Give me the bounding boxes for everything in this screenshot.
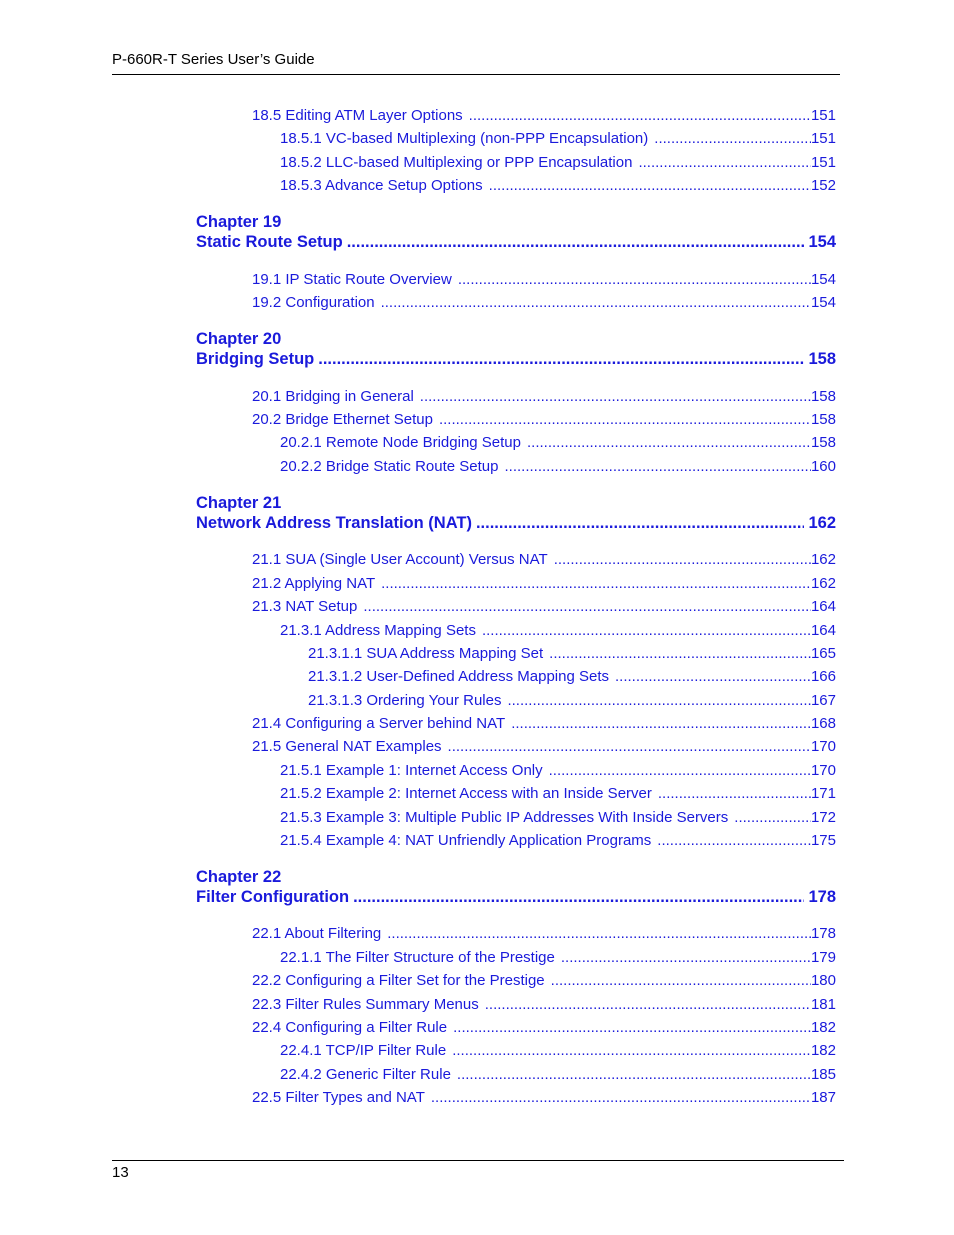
toc-entry[interactable]: 21.5.2 Example 2: Internet Access with an Inside Server ..... 171 xyxy=(280,785,836,802)
page-footer xyxy=(112,1160,844,1181)
toc-entry[interactable]: 19.2 Configuration ..... 154 xyxy=(252,294,836,311)
toc-entry[interactable]: 18.5.3 Advance Setup Options ..... 152 xyxy=(280,177,836,194)
toc-entry[interactable]: 20.2.2 Bridge Static Route Setup ..... 160 xyxy=(280,458,836,475)
toc-entry[interactable]: 22.1 About Filtering ..... 178 xyxy=(252,925,836,942)
toc-entry[interactable]: 21.5.3 Example 3: Multiple Public IP Addresses With Inside Servers ..... 172 xyxy=(280,809,836,826)
chapter-number: Chapter 22 xyxy=(196,868,282,886)
toc-entry[interactable]: 22.5 Filter Types and NAT ..... 187 xyxy=(252,1089,836,1106)
toc-entry[interactable]: 21.2 Applying NAT ..... 162 xyxy=(252,575,836,592)
chapter-number: Chapter 21 xyxy=(196,494,282,512)
toc-entry[interactable]: 22.2 Configuring a Filter Set for the Prestige ..... 180 xyxy=(252,972,836,989)
toc-entry[interactable]: 21.3.1.2 User-Defined Address Mapping Sets ..... 166 xyxy=(308,668,836,685)
page-header xyxy=(112,50,840,75)
chapter-title-link[interactable]: Network Address Translation (NAT) ..... 162 xyxy=(196,514,836,533)
chapter-title-link[interactable]: Bridging Setup ..... 158 xyxy=(196,350,836,369)
toc-entry[interactable]: 21.5.1 Example 1: Internet Access Only ..... 170 xyxy=(280,762,836,779)
toc-entry[interactable]: 21.4 Configuring a Server behind NAT ..... 168 xyxy=(252,715,836,732)
toc-entry[interactable]: 22.4 Configuring a Filter Rule ..... 182 xyxy=(252,1019,836,1036)
chapter-number: Chapter 20 xyxy=(196,330,282,348)
toc-entry[interactable]: 18.5 Editing ATM Layer Options ..... 151 xyxy=(252,107,836,124)
chapter-title-link[interactable]: Filter Configuration ..... 178 xyxy=(196,888,836,907)
toc-entry[interactable]: 18.5.2 LLC-based Multiplexing or PPP Encapsulation ..... 151 xyxy=(280,154,836,171)
toc-entry[interactable]: 20.2 Bridge Ethernet Setup ..... 158 xyxy=(252,411,836,428)
toc-entry[interactable]: 22.3 Filter Rules Summary Menus ..... 181 xyxy=(252,996,836,1013)
toc-entry[interactable]: 21.5 General NAT Examples ..... 170 xyxy=(252,738,836,755)
toc-entry[interactable]: 21.3.1.3 Ordering Your Rules ..... 167 xyxy=(308,692,836,709)
document-title: P-660R-T Series User’s Guide xyxy=(112,51,315,68)
toc-entry[interactable]: 22.1.1 The Filter Structure of the Prestige ..... 179 xyxy=(280,949,836,966)
toc-entry[interactable]: 21.3.1.1 SUA Address Mapping Set ..... 165 xyxy=(308,645,836,662)
toc-entry[interactable]: 21.1 SUA (Single User Account) Versus NAT ..... 162 xyxy=(252,551,836,568)
chapter-number: Chapter 19 xyxy=(196,213,282,231)
toc-entry[interactable]: 20.2.1 Remote Node Bridging Setup ..... 158 xyxy=(280,434,836,451)
toc-entry[interactable]: 20.1 Bridging in General ..... 158 xyxy=(252,388,836,405)
page-number: 13 xyxy=(112,1164,129,1181)
toc-entry[interactable]: 19.1 IP Static Route Overview ..... 154 xyxy=(252,271,836,288)
toc-entry[interactable]: 21.3 NAT Setup ..... 164 xyxy=(252,598,836,615)
toc-entry[interactable]: 21.3.1 Address Mapping Sets ..... 164 xyxy=(280,622,836,639)
chapter-title-link[interactable]: Static Route Setup ..... 154 xyxy=(196,233,836,252)
toc-entry[interactable]: 18.5.1 VC-based Multiplexing (non-PPP Encapsulation) ..... 151 xyxy=(280,130,836,147)
toc-entry[interactable]: 21.5.4 Example 4: NAT Unfriendly Application Programs ..... 175 xyxy=(280,832,836,849)
toc-entry[interactable]: 22.4.1 TCP/IP Filter Rule ..... 182 xyxy=(280,1042,836,1059)
toc-entry[interactable]: 22.4.2 Generic Filter Rule ..... 185 xyxy=(280,1066,836,1083)
